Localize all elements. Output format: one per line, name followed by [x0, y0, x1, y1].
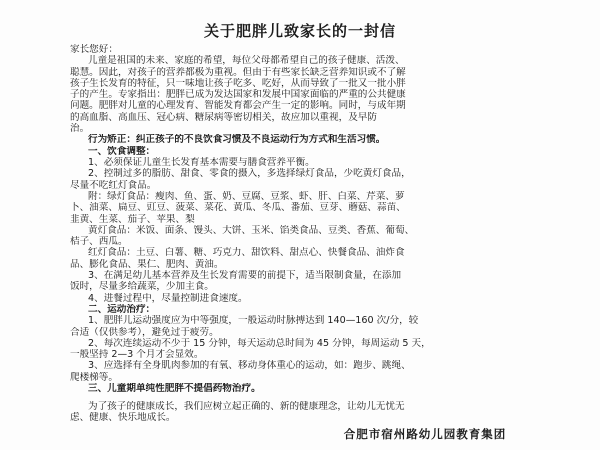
body-line: 桔子、西瓜。	[70, 236, 128, 247]
body-line: 附：绿灯食品：瘦肉、鱼、蛋、奶、豆腐、豆浆、虾、肝、白菜、芹菜、萝	[88, 191, 405, 202]
body-line: 韭黄、生菜、茄子、苹果、梨	[70, 214, 195, 225]
body-line: 3、应选择有全身肌肉参加的有氧、移动身体重心的运动，如：跑步、跳绳、	[88, 360, 411, 371]
behavior-correction-line: 行为矫正：纠正孩子的不良饮食习惯及不良运动行为方式和生活习惯。	[88, 134, 386, 145]
body-line: 爬楼梯等。	[70, 372, 118, 383]
section-heading-diet: 一、饮食调整：	[88, 146, 156, 157]
body-line: 聪慧。因此，对孩子的营养都极为重视。但由于有些家长缺乏营养知识或不了解	[70, 67, 406, 78]
body-line: 一般坚持 2—3 个月才会显效。	[70, 349, 204, 360]
body-line: 子的产生。专家指出：肥胖已成为发达国家和发展中国家面临的严重的公共健康	[70, 89, 406, 100]
body-line: 3、在满足幼儿基本营养及生长发育需要的前提下，适当限制食量，在添加	[88, 270, 402, 281]
body-line: 2、控制过多的脂肪、甜食、零食的摄入，多选择绿灯食品，少吃黄灯食品，	[88, 168, 411, 179]
body-line: 1、肥胖儿运动强度应为中等强度，一般运动时脉搏达到 140—160 次/分，较	[88, 315, 419, 326]
body-line: 尽量不吃红灯食品。	[70, 180, 157, 191]
body-line: 问题。肥胖对儿童的心理发育、智能发育都会产生一定的影响。同时，与成年期	[70, 100, 406, 111]
body-line: 黄灯食品：米饭、面条、馒头、大饼、玉米、馅类食品、豆类、香蕉、葡萄、	[88, 225, 415, 236]
body-line: 饭时，尽量多给蔬菜，少加主食。	[70, 281, 214, 292]
closing-line: 虑、健康、快乐地成长。	[70, 412, 176, 423]
greeting: 家长您好：	[70, 44, 118, 55]
body-line: 的高血脂、高血压、冠心病、糖尿病等密切相关，故应加以重视，及早防	[70, 112, 377, 123]
body-line: 4、进餐过程中，尽量控制进食速度。	[88, 293, 248, 304]
body-line: 孩子生长发育的特征，只一味地让孩子吃多、吃好，从而导致了一批又一批小胖	[70, 78, 406, 89]
body-line: 品、膨化食品、果仁、肥肉、黄油。	[70, 259, 224, 270]
section-heading-exercise: 二、运动治疗：	[88, 304, 156, 315]
body-line: 2、每次连续运动不少于 15 分钟，每天运动总时间为 45 分钟，每周运动 5 天，	[88, 338, 431, 349]
body-line: 1、必须保证儿童生长发育基本需要与膳食营养平衡。	[88, 157, 315, 168]
signature: 合肥市宿州路幼儿园教育集团	[343, 427, 507, 441]
letter-title: 关于肥胖儿致家长的一封信	[203, 22, 396, 40]
body-line: 儿童是祖国的未来、家庭的希望，每位父母都希望自己的孩子健康、活泼、	[88, 55, 405, 66]
section-heading-medication: 三、儿童期单纯性肥胖不提倡药物治疗。	[88, 383, 261, 394]
body-line: 治。	[70, 123, 90, 134]
body-line: 合适（仅供参考），避免过于疲劳。	[70, 327, 219, 338]
body-line: 卜、油菜、扁豆、豇豆、菠菜、菜花、黄瓜、冬瓜、番茄、豆芽、蘑菇、蒜苗、	[70, 202, 406, 213]
body-line: 红灯食品：土豆、白薯、糖、巧克力、甜饮料、甜点心、快餐食品、油炸食	[88, 247, 405, 258]
closing-line: 为了孩子的健康成长，我们应树立起正确的、新的健康理念，让幼儿无忧无	[88, 401, 405, 412]
